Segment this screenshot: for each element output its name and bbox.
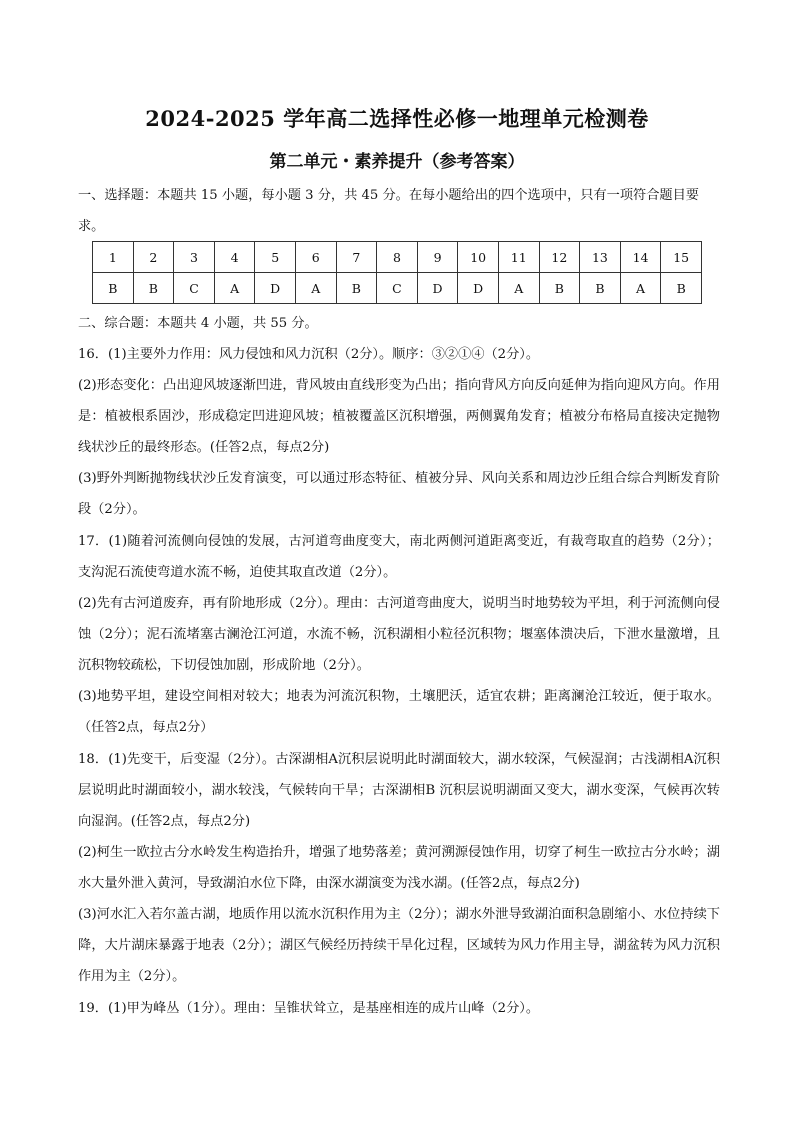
question-number-cell: 12 bbox=[539, 242, 580, 273]
question-number-cell: 9 bbox=[417, 242, 458, 273]
question-number-cell: 11 bbox=[498, 242, 539, 273]
q18-part2: (2)柯生一欧拉古分水岭发生构造抬升，增强了地势落差；黄河溯源侵蚀作用，切穿了柯生一欧拉古分水岭；湖水大量外泄入黄河，导致湖泊水位下降，由深水湖演变为浅水湖。(任答2点，每点2分) bbox=[78, 845, 720, 891]
answer-cell: A bbox=[620, 273, 661, 304]
answer-cell: B bbox=[93, 273, 134, 304]
question-number-cell: 5 bbox=[255, 242, 296, 273]
question-number-cell: 7 bbox=[336, 242, 377, 273]
q19-part1: 19．(1)甲为峰丛（1分）。理由：呈锥状耸立，是基座相连的成片山峰（2分）。 bbox=[78, 1001, 540, 1016]
answer-cell: B bbox=[661, 273, 702, 304]
q16-part3: (3)野外判断抛物线状沙丘发育演变，可以通过形态特征、植被分异、风向关系和周边沙丘组合综合判断发育阶段（2分）。 bbox=[78, 471, 720, 517]
q17-part1: 17．(1)随着河流侧向侵蚀的发展，古河道弯曲度变大，南北两侧河道距离变近，有裁弯取直的趋势（2分）；支沟泥石流使弯道水流不畅，迫使其取直改道（2分）。 bbox=[78, 534, 720, 580]
question-number-cell: 15 bbox=[661, 242, 702, 273]
question-number-cell: 13 bbox=[580, 242, 621, 273]
answer-cell: A bbox=[214, 273, 255, 304]
answer-cell: D bbox=[458, 273, 499, 304]
question-number-cell: 14 bbox=[620, 242, 661, 273]
answer-cell: B bbox=[336, 273, 377, 304]
answer-cell: C bbox=[174, 273, 215, 304]
answer-cell: A bbox=[295, 273, 336, 304]
part1-heading: 一、选择题：本题共 15 小题，每小题 3 分，共 45 分。在每小题给出的四个选项中，只有一项符合题目要求。 bbox=[78, 188, 699, 234]
answer-cell: D bbox=[417, 273, 458, 304]
answer-cell: A bbox=[498, 273, 539, 304]
question-number-cell: 1 bbox=[93, 242, 134, 273]
question-number-cell: 3 bbox=[174, 242, 215, 273]
q16-part1: 16．(1)主要外力作用：风力侵蚀和风力沉积（2分）。顺序：③②①④（2分）。 bbox=[78, 347, 540, 362]
answer-cell: C bbox=[377, 273, 418, 304]
answer-table-answer-row bbox=[93, 273, 702, 304]
question-number-cell: 4 bbox=[214, 242, 255, 273]
q17-part3: (3)地势平坦，建设空间相对较大；地表为河流沉积物，土壤肥沃，适宜农耕；距离澜沧江较近，便于取水。（任答2点，每点2分） bbox=[78, 689, 720, 735]
answer-cell: D bbox=[255, 273, 296, 304]
answer-cell: B bbox=[580, 273, 621, 304]
answer-cell: B bbox=[133, 273, 174, 304]
part2-heading: 二、综合题：本题共 4 小题，共 55 分。 bbox=[78, 316, 318, 331]
q16-part2: (2)形态变化：凸出迎风坡逐渐凹进，背风坡由直线形变为凸出；指向背风方向反向延伸为指向迎风方向。作用是：植被根系固沙，形成稳定凹进迎风坡；植被覆盖区沉积增强，两侧翼角发育；植被分布格局直接决定抛物线状沙丘的最终形态。(任答2点，每点2分) bbox=[78, 378, 720, 455]
question-number-cell: 8 bbox=[377, 242, 418, 273]
answer-table-number-row bbox=[93, 242, 702, 273]
answer-cell: B bbox=[539, 273, 580, 304]
question-number-cell: 2 bbox=[133, 242, 174, 273]
page-subtitle: 第二单元・素养提升（参考答案） bbox=[269, 152, 525, 172]
question-number-cell: 10 bbox=[458, 242, 499, 273]
q17-part2: (2)先有古河道废弃，再有阶地形成（2分）。理由：古河道弯曲度大，说明当时地势较为平坦，利于河流侧向侵蚀（2分）；泥石流堵塞古澜沧江河道，水流不畅，沉积湖相小粒径沉积物；堰塞体溃决后，下泄水量激增，且沉积物较疏松，下切侵蚀加剧，形成阶地（2分）。 bbox=[78, 596, 720, 673]
answer-table bbox=[92, 241, 702, 304]
question-number-cell: 6 bbox=[295, 242, 336, 273]
q18-part1: 18．(1)先变干，后变湿（2分）。古深湖相A沉积层说明此时湖面较大，湖水较深，气候湿润；古浅湖相A沉积层说明此时湖面较小，湖水较浅，气候转向干旱；古深湖相B 沉积层说明湖面又变大，湖水变深，气候再次转向湿润。(任答2点，每点2分) bbox=[78, 752, 720, 829]
q18-part3: (3)河水汇入若尔盖古湖，地质作用以流水沉积作用为主（2分）；湖水外泄导致湖泊面积急剧缩小、水位持续下降，大片湖床暴露于地表（2分）；湖区气候经历持续干旱化过程，区域转为风力作用主导，湖盆转为风力沉积作用为主（2分）。 bbox=[78, 907, 720, 984]
page-title: 2024-2025 学年高二选择性必修一地理单元检测卷 bbox=[145, 106, 649, 131]
